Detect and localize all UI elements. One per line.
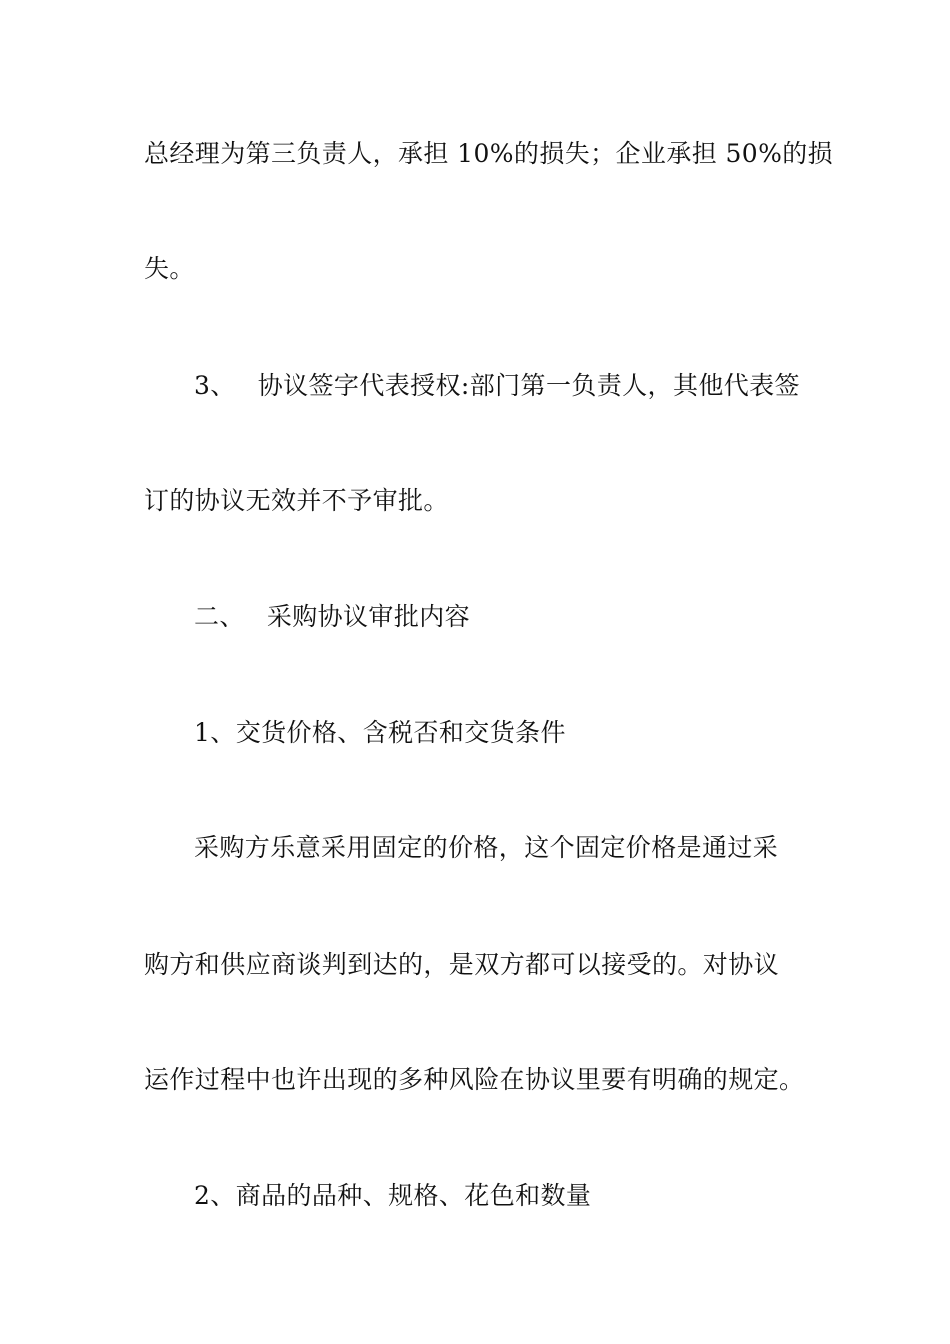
sub-heading bbox=[194, 1180, 874, 1212]
paragraph-line bbox=[144, 1064, 824, 1096]
section-heading bbox=[194, 601, 874, 633]
sub-heading-text: 1、交货价格、含税否和交货条件 bbox=[194, 718, 566, 747]
section-title: 采购协议审批内容 bbox=[266, 602, 471, 631]
paragraph-line bbox=[144, 138, 834, 170]
sub-heading bbox=[194, 717, 874, 749]
sub-heading-text: 2、商品的品种、规格、花色和数量 bbox=[194, 1181, 592, 1210]
line-text: 订的协议无效并不予审批。 bbox=[144, 486, 449, 515]
list-item-3 bbox=[194, 370, 874, 402]
line-text: 协议签字代表授权:部门第一负责人，其他代表签 bbox=[257, 371, 800, 400]
list-number: 3、 bbox=[194, 371, 236, 400]
paragraph-line bbox=[144, 253, 824, 285]
section-number: 二、 bbox=[194, 602, 245, 631]
paragraph-line bbox=[144, 485, 824, 517]
paragraph-line bbox=[144, 949, 824, 981]
line-text: 购方和供应商谈判到达的，是双方都可以接受的。对协议 bbox=[144, 950, 780, 979]
line-text: 运作过程中也许出现的多种风险在协议里要有明确的规定。 bbox=[144, 1065, 805, 1094]
line-text: 总经理为第三负责人，承担 10%的损失；企业承担 50%的损 bbox=[144, 139, 834, 168]
line-text: 采购方乐意采用固定的价格，这个固定价格是通过采 bbox=[194, 833, 779, 862]
line-text: 失。 bbox=[144, 254, 195, 283]
paragraph-line bbox=[194, 832, 874, 864]
